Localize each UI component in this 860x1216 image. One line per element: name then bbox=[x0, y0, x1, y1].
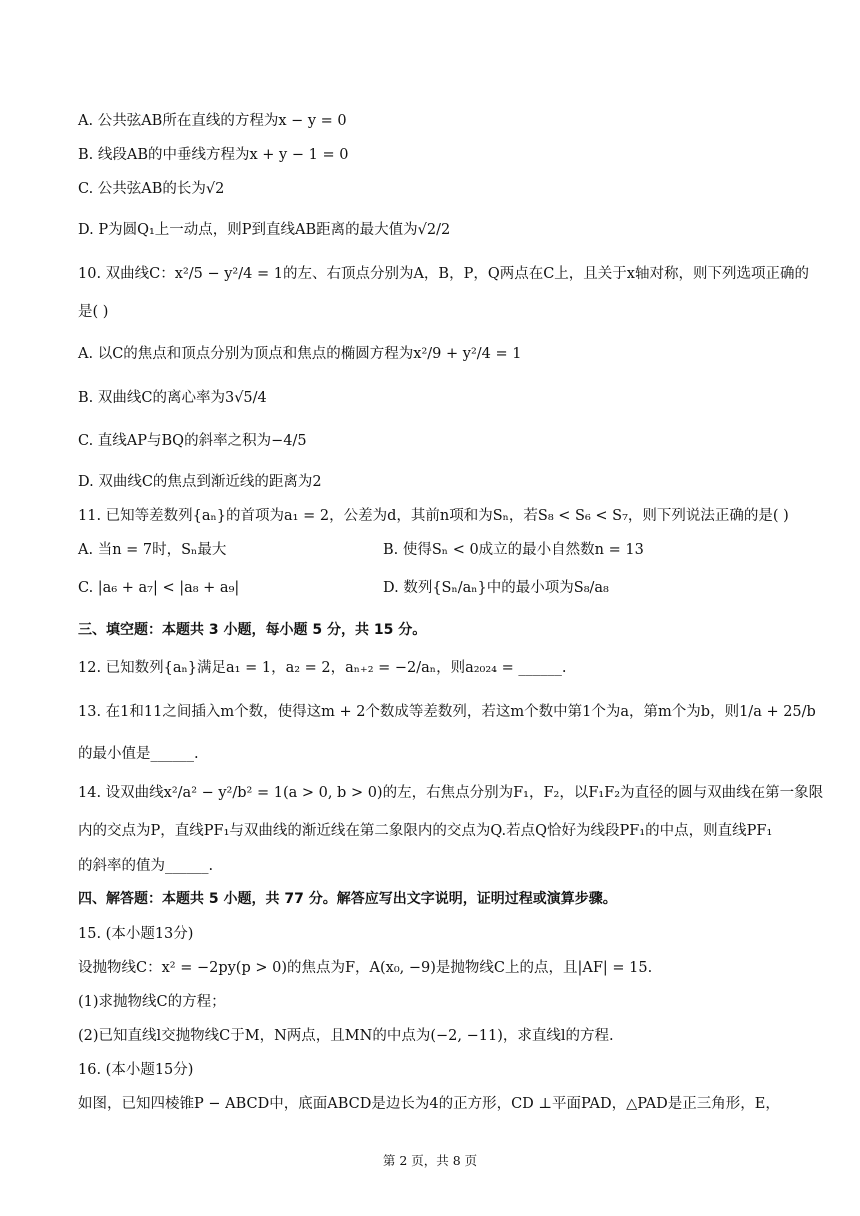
page-footer: 第 2 页，共 8 页 bbox=[382, 1153, 478, 1168]
q16-header: 16. (本小题15分) bbox=[78, 1062, 194, 1078]
q10-option-d: D. 双曲线C的焦点到渐近线的距离为2 bbox=[78, 474, 322, 490]
q13-stem: 13. 在1和11之间插入m个数，使得这m + 2个数成等差数列，若这m个数中第1个为a，第m个为b，则1/a + 25/b bbox=[78, 704, 816, 720]
q9-option-b: B. 线段AB的中垂线方程为x + y − 1 = 0 bbox=[78, 147, 349, 163]
section-3-heading: 三、填空题：本题共 3 小题，每小题 5 分，共 15 分。 bbox=[78, 622, 427, 638]
q15-header: 15. (本小题13分) bbox=[78, 926, 194, 942]
q15-stem: 设抛物线C：x² = −2py(p > 0)的焦点为F，A(x₀, −9)是抛物线C上的点，且|AF| = 15. bbox=[78, 960, 653, 976]
q13-stem-cont: 的最小值是______. bbox=[78, 746, 199, 762]
q9-option-a: A. 公共弦AB所在直线的方程为x − y = 0 bbox=[78, 113, 347, 129]
q14-stem: 14. 设双曲线x²/a² − y²/b² = 1(a > 0, b > 0)的左，右焦点分别为F₁，F₂，以F₁F₂为直径的圆与双曲线在第一象限 bbox=[78, 785, 824, 801]
q10-stem: 10. 双曲线C：x²/5 − y²/4 = 1的左、右顶点分别为A，B，P，Q两点在C上，且关于x轴对称，则下列选项正确的 bbox=[78, 266, 809, 282]
q15-part2: (2)已知直线l交抛物线C于M，N两点，且MN的中点为(−2, −11)，求直线l的方程. bbox=[78, 1028, 614, 1044]
q9-option-d: D. P为圆Q₁上一动点，则P到直线AB距离的最大值为√2/2 bbox=[78, 222, 451, 238]
q15-part1: (1)求抛物线C的方程； bbox=[78, 994, 226, 1010]
q10-option-a: A. 以C的焦点和顶点分别为顶点和焦点的椭圆方程为x²/9 + y²/4 = 1 bbox=[78, 346, 522, 362]
q12: 12. 已知数列{aₙ}满足a₁ = 1，a₂ = 2，aₙ₊₂ = −2/aₙ，则a₂₀₂₄ = ______. bbox=[78, 660, 567, 676]
q10-option-b: B. 双曲线C的离心率为3√5/4 bbox=[78, 390, 267, 406]
q11-stem: 11. 已知等差数列{aₙ}的首项为a₁ = 2，公差为d，其前n项和为Sₙ，若S₈ < S₆ < S₇，则下列说法正确的是( ) bbox=[78, 508, 789, 524]
section-4-heading: 四、解答题：本题共 5 小题，共 77 分。解答应写出文字说明，证明过程或演算步骤。 bbox=[78, 891, 617, 907]
q16-stem: 如图，已知四棱锥P − ABCD中，底面ABCD是边长为4的正方形，CD ⊥平面PAD，△PAD是正三角形，E， bbox=[78, 1096, 780, 1112]
q14-stem-end: 的斜率的值为______. bbox=[78, 858, 214, 874]
q11-option-c: C. |a₆ + a₇| < |a₈ + a₉| bbox=[78, 580, 240, 596]
q11-option-b: B. 使得Sₙ < 0成立的最小自然数n = 13 bbox=[383, 542, 644, 558]
q11-option-a: A. 当n = 7时，Sₙ最大 bbox=[78, 542, 227, 558]
q11-option-d: D. 数列{Sₙ/aₙ}中的最小项为S₈/a₈ bbox=[383, 580, 609, 596]
q9-option-c: C. 公共弦AB的长为√2 bbox=[78, 181, 225, 197]
q14-stem-cont: 内的交点为P，直线PF₁与双曲线的渐近线在第二象限内的交点为Q.若点Q恰好为线段PF₁的中点，则直线PF₁ bbox=[78, 823, 773, 839]
q10-stem-cont: 是( ) bbox=[78, 304, 109, 320]
q10-option-c: C. 直线AP与BQ的斜率之积为−4/5 bbox=[78, 433, 307, 449]
